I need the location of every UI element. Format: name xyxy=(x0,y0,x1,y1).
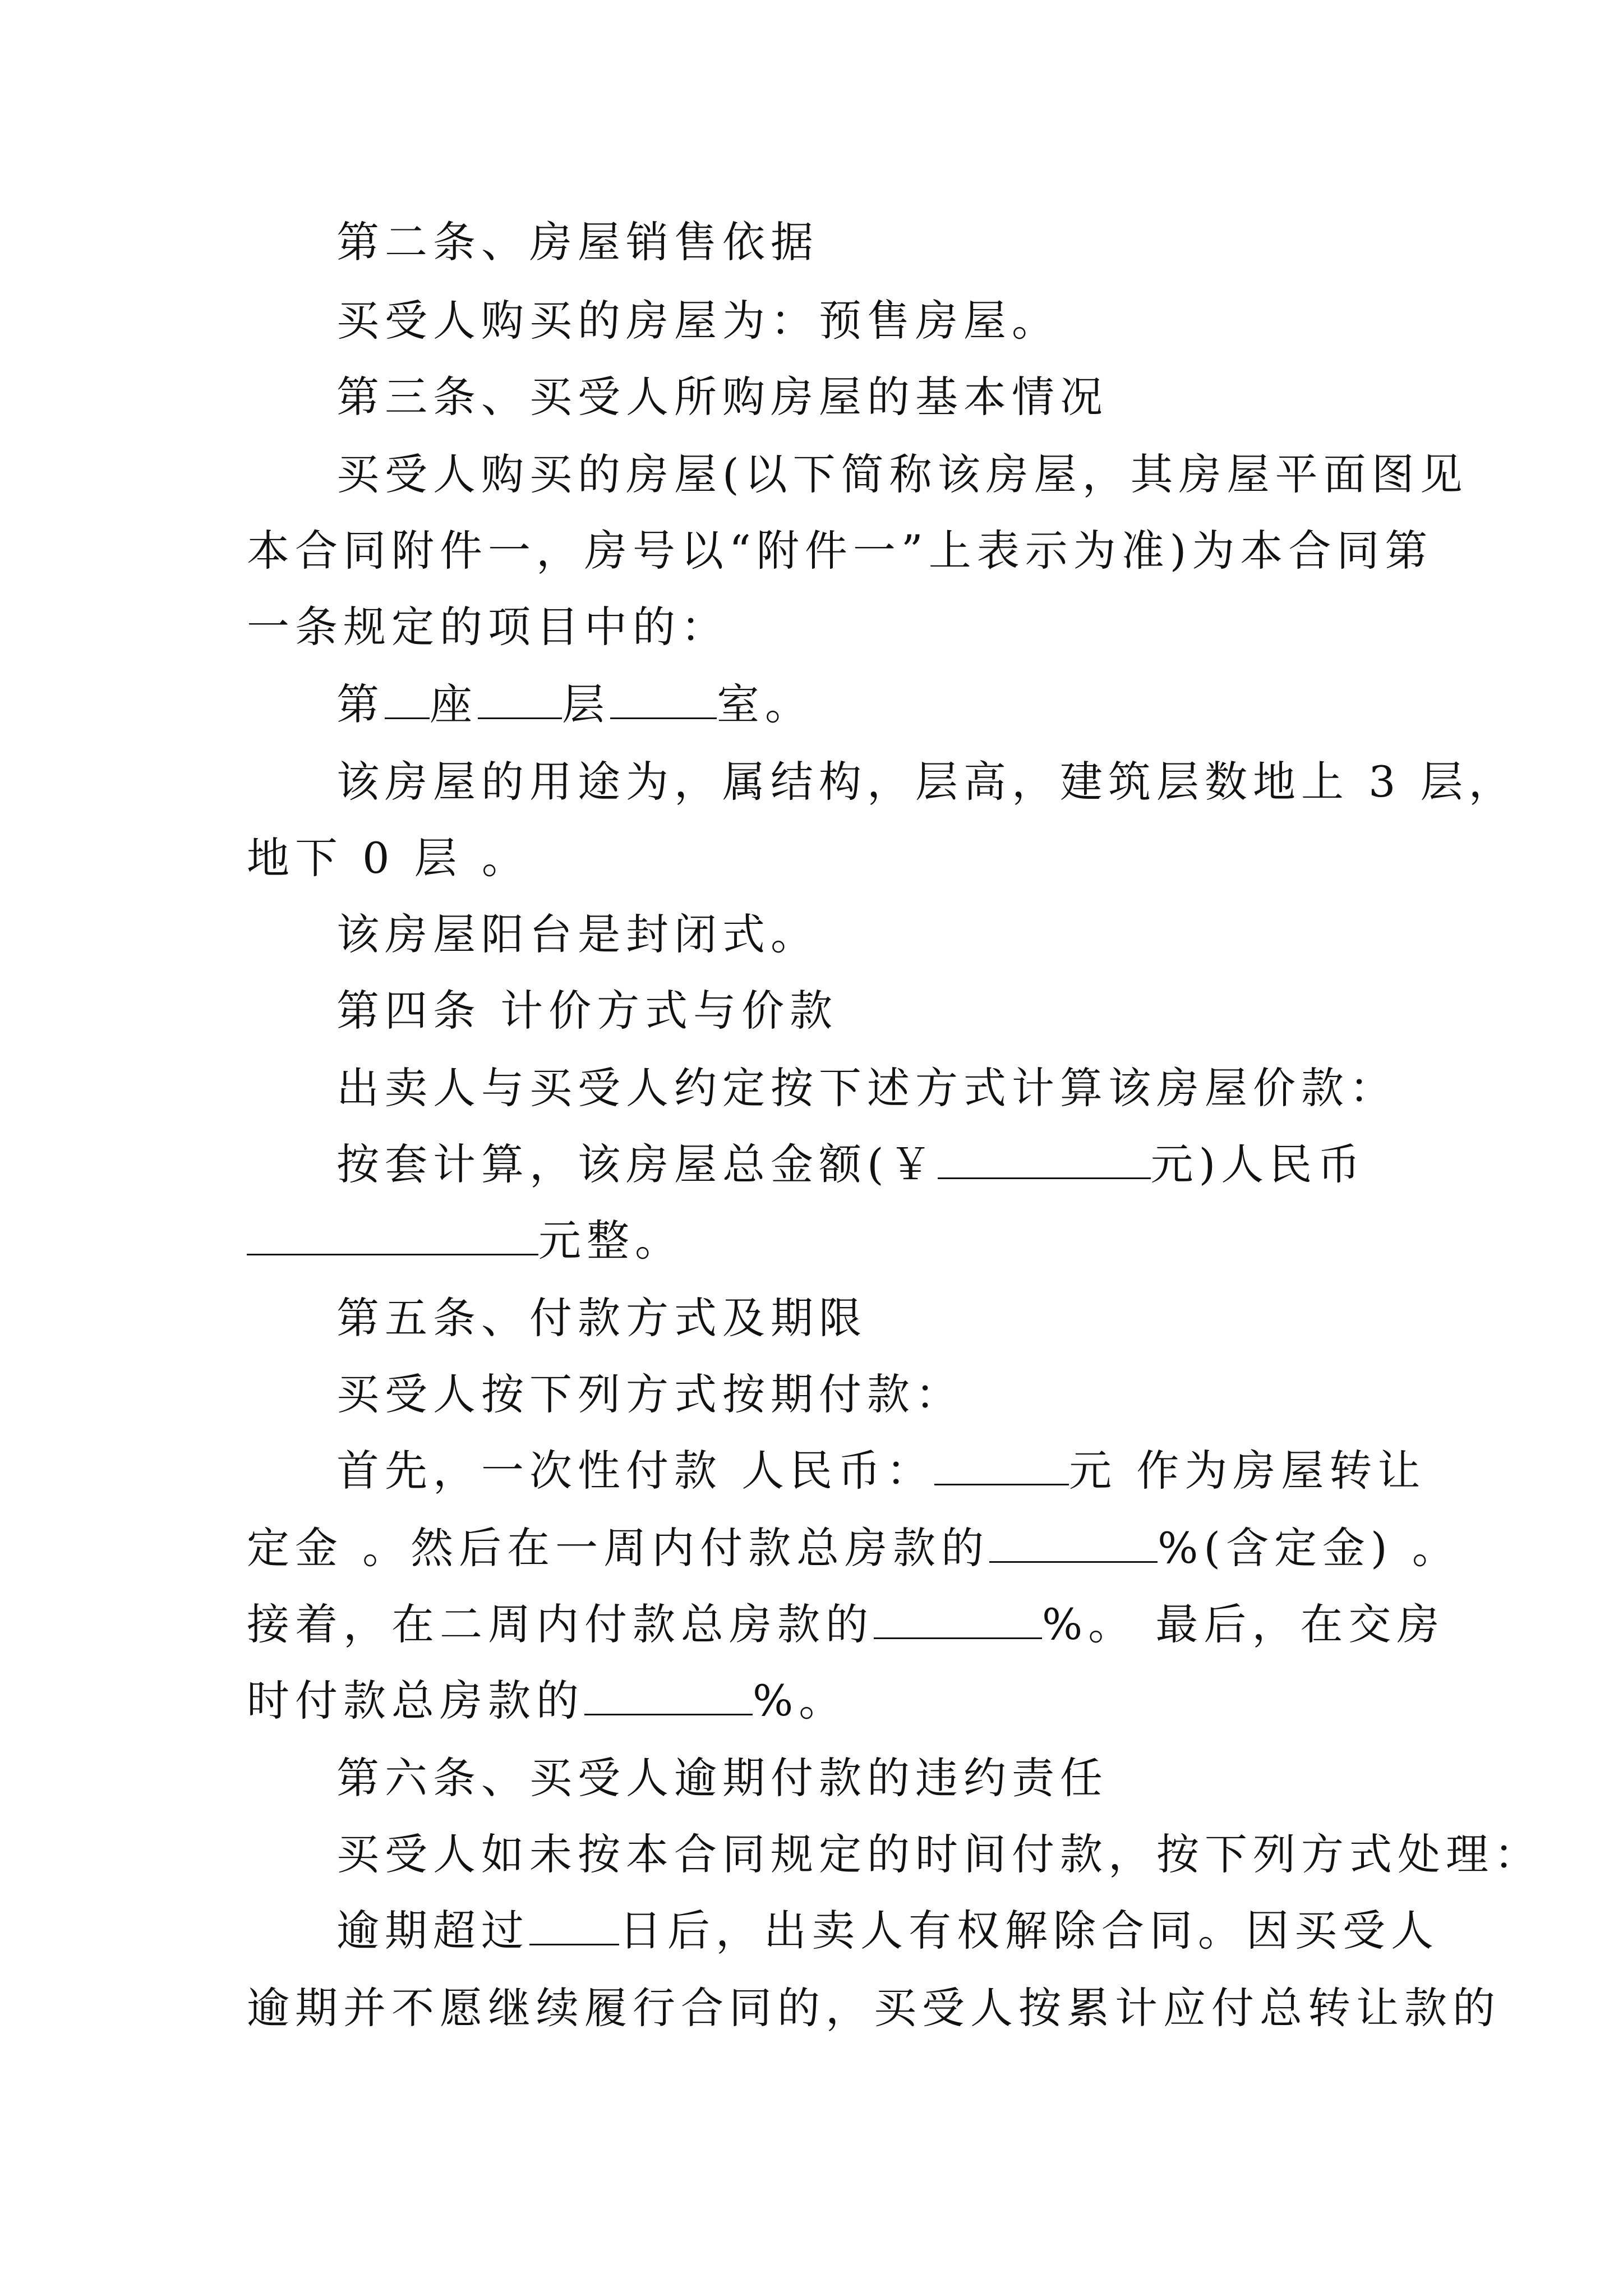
article-2-text: 买受人购买的房屋为：预售房屋。 xyxy=(336,296,1060,346)
first-payment-suffix: %(含定金) 。 xyxy=(1158,1523,1460,1573)
paragraph-line: 出卖人与买受人约定按下述方式计算该房屋价款： xyxy=(336,1063,1398,1113)
first-payment-label: 定金 。然后在一周内付款总房款的 xyxy=(247,1523,990,1573)
article-3-heading: 第三条、买受人所购房屋的基本情况 xyxy=(336,372,1108,422)
payment-line xyxy=(247,1520,1460,1576)
room-label-di: 第 xyxy=(336,679,385,729)
overdue-line xyxy=(336,1903,1439,1959)
paragraph-line: 该房屋阳台是封闭式。 xyxy=(336,909,819,959)
overdue-suffix: 日后，出卖人有权解除合同。因买受人 xyxy=(619,1906,1439,1955)
paragraph-line: 买受人如未按本合同规定的时间付款，按下列方式处理： xyxy=(336,1829,1542,1879)
paragraph-line: 买受人按下列方式按期付款： xyxy=(336,1369,963,1419)
final-payment-label: 时付款总房款的 xyxy=(247,1676,584,1726)
first-payment-percent-blank[interactable] xyxy=(989,1526,1158,1563)
paragraph-line: 本合同附件一，房号以“附件一”上表示为准)为本合同第 xyxy=(247,526,1433,576)
deposit-suffix: 元 作为房屋转让 xyxy=(1069,1446,1426,1496)
room-label-ceng: 层 xyxy=(562,679,610,729)
paragraph-line: 逾期并不愿继续履行合同的，买受人按累计应付总转让款的 xyxy=(247,1983,1501,2033)
payment-line xyxy=(336,1443,1426,1499)
paragraph-line: 买受人购买的房屋(以下简称该房屋，其房屋平面图见 xyxy=(336,449,1468,499)
total-price-words-blank[interactable] xyxy=(247,1219,538,1255)
overdue-days-blank[interactable] xyxy=(529,1909,619,1945)
total-price-number-blank[interactable] xyxy=(938,1143,1151,1179)
article-5-heading: 第五条、付款方式及期限 xyxy=(336,1293,867,1343)
payment-line xyxy=(247,1596,1445,1653)
deposit-label: 首先，一次性付款 人民币： xyxy=(336,1446,935,1496)
deposit-amount-blank[interactable] xyxy=(934,1449,1069,1485)
paragraph-line: 一条规定的项目中的： xyxy=(247,602,729,652)
total-price-words-line xyxy=(247,1213,1391,1269)
total-price-words-suffix: 元整。 xyxy=(538,1216,683,1266)
paragraph-line: 该房屋的用途为，属结构，层高，建筑层数地上 3 层， xyxy=(336,757,1517,807)
room-blank[interactable] xyxy=(610,683,717,719)
total-price-label: 按套计算，该房屋总金额(￥ xyxy=(336,1139,938,1189)
total-price-currency: 元)人民币 xyxy=(1150,1139,1366,1189)
article-4-heading: 第四条 计价方式与价款 xyxy=(336,986,838,1036)
building-blank[interactable] xyxy=(385,683,430,719)
second-payment-label: 接着，在二周内付款总房款的 xyxy=(247,1599,874,1649)
final-payment-percent-blank[interactable] xyxy=(584,1679,753,1715)
room-label-zuo: 座 xyxy=(430,679,478,729)
room-number-line xyxy=(336,677,1391,733)
room-label-shi: 室。 xyxy=(717,679,813,729)
paragraph-line: 地下 0 层 。 xyxy=(247,833,530,883)
article-6-heading: 第六条、买受人逾期付款的违约责任 xyxy=(336,1753,1108,1803)
final-payment-suffix: %。 xyxy=(753,1676,847,1726)
article-2-heading: 第二条、房屋销售依据 xyxy=(336,217,819,267)
payment-line xyxy=(247,1673,1391,1729)
floor-blank[interactable] xyxy=(478,683,562,719)
total-price-line xyxy=(336,1137,1391,1193)
second-payment-suffix: %。 最后，在交房 xyxy=(1042,1599,1445,1649)
second-payment-percent-blank[interactable] xyxy=(874,1603,1042,1639)
overdue-label: 逾期超过 xyxy=(336,1906,529,1955)
